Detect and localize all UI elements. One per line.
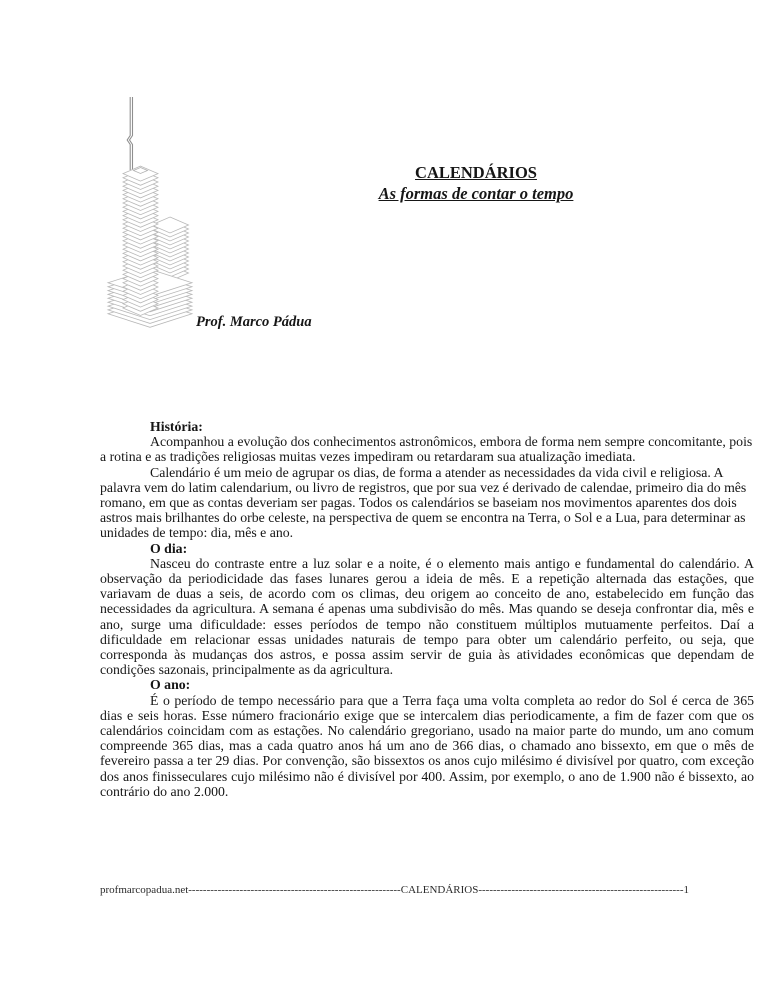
page-subtitle: As formas de contar o tempo xyxy=(378,184,574,203)
page-title: CALENDÁRIOS xyxy=(415,163,537,182)
footer-dashes-right: -------------------------------------------------------- xyxy=(478,884,684,896)
footer-site-text: profmarcopadua.net xyxy=(100,884,189,896)
footer-dashes-left: ---------------------------------------------------------- xyxy=(188,884,401,896)
section-heading-historia: História: xyxy=(150,419,203,434)
footer-label: CALENDÁRIOS xyxy=(400,884,479,896)
page-footer xyxy=(100,884,689,896)
paragraph-o-ano-1: É o período de tempo necessário para que a Terra faça uma volta completa ao redor do Sol é cerca de 365 dias e seis horas. Esse número fracionário exige que se intercalem dias periodicamente, a fim de fazer com que os calendários coincidam com as estações. No calendário gregoriano, usado na maior parte do mundo, um ano comum compreende 365 dias, mas a cada quatro anos há um ano de 366 dias, o chamado ano bissexto, em que o mês de fevereiro passa a ter 29 dias. Por convenção, são bissextos os anos cujo milésimo é divisível por quatro, com exceção dos anos finisseculares cujo milésimo não é divisível por 400. Assim, por exemplo, o ano de 1.900 não é bissexto, ao contrário do ano 2.000. xyxy=(100,692,754,799)
tower-illustration xyxy=(0,0,250,345)
paragraph-historia-2: Calendário é um meio de agrupar os dias, de forma a atender as necessidades da vida civil e religiosa. A palavra vem do latim calendarium, ou livro de registros, que por sua vez é derivado de calendae, primeiro dia do mês romano, em que as contas deveriam ser pagas. Todos os calendários se baseiam nos movimentos aparentes dos dois astros mais brilhantes do orbe celeste, na perspectiva de quem se encontra na Terra, o Sol e a Lua, para determinar as unidades de tempo: dia, mês e ano. xyxy=(100,464,747,541)
section-heading-o-dia: O dia: xyxy=(150,540,188,556)
section-heading-o-ano: O ano: xyxy=(150,677,191,693)
author-name: Prof. Marco Pádua xyxy=(196,314,312,330)
paragraph-o-dia-1: Nasceu do contraste entre a luz solar e a noite, é o elemento mais antigo e fundamental do calendário. A observação da periodicidade das fases lunares gerou a ideia de mês. E a repetição alternada das estações, que variavam de duas a seis, de acordo com os climas, deu origem ao conceito de ano, estabelecido em função das necessidades da agricultura. A semana é apenas uma subdivisão do mês. Mas quando se deseja confrontar dia, mês e ano, surge uma dificuldade: esses períodos de tempo não constituem múltiplos mutuamente perfeitos. Daí a dificuldade em relacionar essas unidades naturais de tempo para obter um calendário perfeito, ou seja, que corresponda às mudanças dos astros, e possa assim servir de guia às atividades econômicas que dependam de condições sazonais, principalmente as da agricultura. xyxy=(100,555,754,678)
antenna-line xyxy=(127,97,132,170)
page-number: 1 xyxy=(683,884,689,896)
paragraph-historia-1: Acompanhou a evolução dos conhecimentos astronômicos, embora de forma nem sempre concomitante, pois a rotina e as tradições religiosas muitas vezes impediram ou retardaram sua atualização imediata. xyxy=(100,434,753,465)
tower-main-tier xyxy=(123,166,158,315)
title-block xyxy=(276,163,676,203)
document-body xyxy=(100,419,754,799)
